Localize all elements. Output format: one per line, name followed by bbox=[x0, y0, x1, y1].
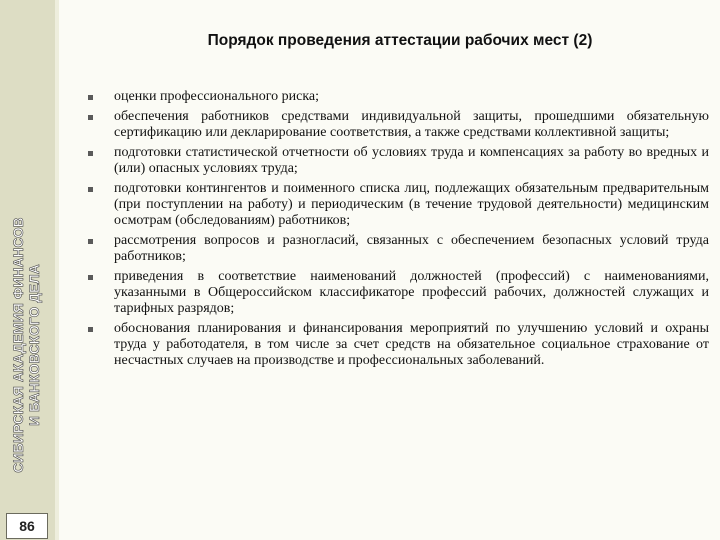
list-item-text: рассмотрения вопросов и разногласий, связанных с обеспечением безопасных условий труда работников; bbox=[114, 233, 709, 264]
list-item-text: приведения в соответствие наименований должностей (профессий) с наименованиями, указанными в Общероссийском классификаторе профессий рабочих, должностей служащих и тарифных разрядов; bbox=[114, 269, 709, 316]
square-bullet-icon bbox=[88, 95, 93, 100]
list-item-text: оценки профессионального риска; bbox=[114, 89, 320, 104]
bullet-list bbox=[88, 89, 709, 373]
page-number: 86 bbox=[6, 513, 48, 539]
slide-title: Порядок проведения аттестации рабочих мест (2) bbox=[207, 32, 593, 49]
academy-name-line2: И БАНКОВСКОГО ДЕЛА bbox=[27, 264, 42, 426]
list-item-text: обоснования планирования и финансирования мероприятий по улучшению условий и охраны труда у работодателя, в том числе за счет средств на обязательное социальное страхование от несчастных случаев на производстве и профессиональных заболеваний. bbox=[114, 321, 709, 368]
list-item-text: подготовки контингентов и поименного списка лиц, подлежащих обязательным предварительным (при поступлении на работу) и периодическим (в течение трудовой деятельности) медицинским осмотрам (обследованиям) работников; bbox=[114, 181, 709, 228]
list-item bbox=[88, 233, 709, 265]
list-item bbox=[88, 321, 709, 369]
square-bullet-icon bbox=[88, 151, 93, 156]
academy-name-vertical bbox=[11, 217, 43, 473]
square-bullet-icon bbox=[88, 275, 93, 280]
list-item-text: подготовки статистической отчетности об условиях труда и компенсациях за работу во вредных и (или) опасных условиях труда; bbox=[114, 145, 709, 176]
list-item bbox=[88, 145, 709, 177]
academy-name-line1: СИБИРСКАЯ АКАДЕМИЯ ФИНАНСОВ bbox=[11, 217, 26, 473]
list-item bbox=[88, 269, 709, 317]
sidebar bbox=[0, 0, 56, 540]
list-item bbox=[88, 89, 709, 105]
square-bullet-icon bbox=[88, 239, 93, 244]
list-item bbox=[88, 109, 709, 141]
list-item-text: обеспечения работников средствами индивидуальной защиты, прошедшими обязательную сертификацию или декларирование соответствия, а также средствами коллективной защиты; bbox=[114, 109, 709, 140]
list-item bbox=[88, 181, 709, 229]
square-bullet-icon bbox=[88, 115, 93, 120]
square-bullet-icon bbox=[88, 187, 93, 192]
sidebar-divider bbox=[55, 0, 59, 540]
square-bullet-icon bbox=[88, 327, 93, 332]
